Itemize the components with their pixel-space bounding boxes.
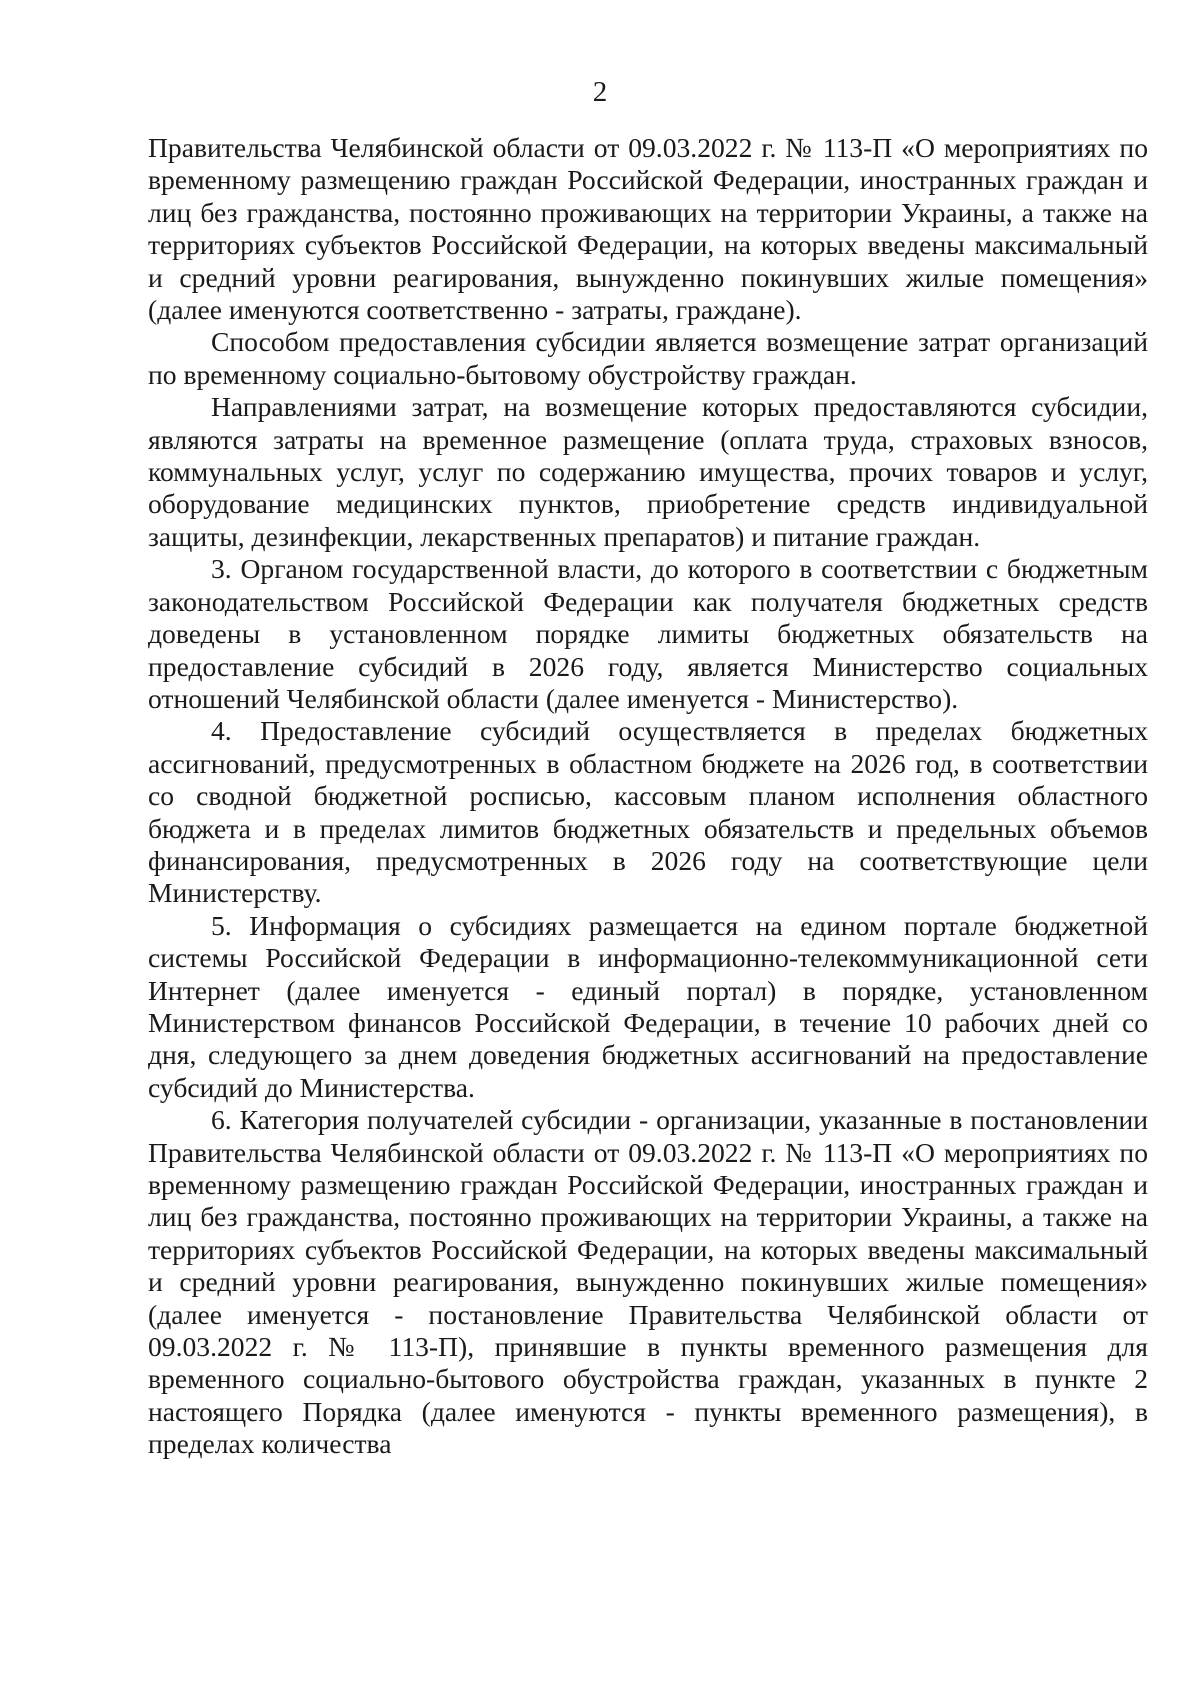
paragraph-item-5: 5. Информация о субсидиях размещается на едином портале бюджетной системы Российской Федерации в информационно-телекоммуникационной сети Интернет (далее именуется - единый портал) в порядке, установленном Министерством финансов Российской Федерации, в течение 10 рабочих дней со дня, следующего за днем доведения бюджетных ассигнований на предоставление субсидий до Министерства.: [148, 909, 1148, 1103]
page-number: 2: [592, 76, 608, 108]
paragraph-item-3: 3. Органом государственной власти, до которого в соответствии с бюджетным законодательством Российской Федерации как получателя бюджетных средств доведены в установленном порядке лимиты бюджетных обязательств на предоставление субсидий в 2026 году, является Министерство социальных отношений Челябинской области (далее именуется - Министерство).: [148, 553, 1148, 714]
paragraph-item-4: 4. Предоставление субсидий осуществляется в пределах бюджетных ассигнований, предусмотренных в областном бюджете на 2026 год, в соответствии со сводной бюджетной росписью, кассовым планом исполнения областного бюджета и в пределах лимитов бюджетных обязательств и предельных объемов финансирования, предусмотренных в 2026 году на соответствующие цели Министерству.: [148, 715, 1148, 909]
paragraph-continuation: Правительства Челябинской области от 09.03.2022 г. № 113-П «О мероприятиях по временному размещению граждан Российской Федерации, иностранных граждан и лиц без гражданства, постоянно проживающих на территории Украины, а также на территориях субъектов Российской Федерации, на которых введены максимальный и средний уровни реагирования, вынужденно покинувших жилые помещения» (далее именуются соответственно - затраты, граждане).: [148, 132, 1148, 326]
paragraph-cost-directions: Направлениями затрат, на возмещение которых предоставляются субсидии, являются затраты на временное размещение (оплата труда, страховых взносов, коммунальных услуг, услуг по содержанию имущества, прочих товаров и услуг, оборудование медицинских пунктов, приобретение средств индивидуальной защиты, дезинфекции, лекарственных препаратов) и питание граждан.: [148, 391, 1148, 552]
document-body: [148, 132, 1148, 1461]
paragraph-item-6: 6. Категория получателей субсидии - организации, указанные в постановлении Правительства Челябинской области от 09.03.2022 г. № 113-П «О мероприятиях по временному размещению граждан Российской Федерации, иностранных граждан и лиц без гражданства, постоянно проживающих на территории Украины, а также на территориях субъектов Российской Федерации, на которых введены максимальный и средний уровни реагирования, вынужденно покинувших жилые помещения» (далее именуется - постановление Правительства Челябинской области от 09.03.2022 г. № 113-П), принявшие в пункты временного размещения для временного социально-бытового обустройства граждан, указанных в пункте 2 настоящего Порядка (далее именуются - пункты временного размещения), в пределах количества: [148, 1104, 1148, 1460]
paragraph-subsidy-method: Способом предоставления субсидии является возмещение затрат организаций по временному социально-бытовому обустройству граждан.: [148, 326, 1148, 390]
